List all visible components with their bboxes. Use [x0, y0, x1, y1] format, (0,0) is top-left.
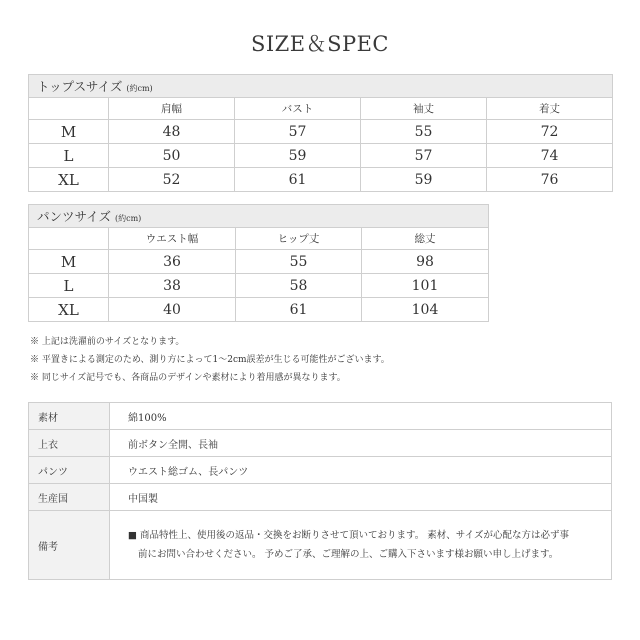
spec-label: 上衣: [29, 430, 110, 457]
table-row: [29, 274, 489, 298]
size-label: XL: [29, 298, 109, 322]
table-cell: 40: [109, 298, 236, 322]
table-cell: 74: [487, 144, 613, 168]
note-line: ※ 上記は洗濯前のサイズとなります。: [30, 337, 185, 347]
column-header: ウエスト幅: [109, 228, 236, 250]
table-cell: 52: [109, 168, 235, 192]
spec-value: ウエスト総ゴム、長パンツ: [110, 457, 612, 484]
table-cell: 48: [109, 120, 235, 144]
table-cell: 38: [109, 274, 236, 298]
table-cell: 59: [235, 144, 361, 168]
column-header: バスト: [235, 98, 361, 120]
spec-row: [29, 484, 612, 511]
table-row: [29, 298, 489, 322]
column-header: 総丈: [362, 228, 489, 250]
table-cell: 50: [109, 144, 235, 168]
column-header: ヒップ丈: [236, 228, 362, 250]
column-header: 袖丈: [361, 98, 487, 120]
pants-header-unit: (約cm): [115, 214, 142, 223]
pants-size-table: [28, 204, 489, 322]
tops-header-unit: (約cm): [126, 84, 153, 93]
table-row: [29, 168, 613, 192]
spec-table: [28, 402, 612, 580]
tops-size-table: [28, 74, 613, 192]
size-label: L: [29, 144, 109, 168]
spec-label: 素材: [29, 403, 110, 430]
tops-header-label: トップスサイズ: [37, 79, 123, 94]
spec-label: 生産国: [29, 484, 110, 511]
table-cell: 104: [362, 298, 489, 322]
size-label: L: [29, 274, 109, 298]
pants-header-label: パンツサイズ: [37, 209, 112, 224]
note-line: ※ 平置きによる測定のため、測り方によって1～2cm誤差が生じる可能性がございます。: [30, 355, 390, 365]
spec-row: [29, 430, 612, 457]
table-cell: 61: [236, 298, 362, 322]
spec-label: 備考: [29, 511, 110, 580]
table-cell: 61: [235, 168, 361, 192]
size-notes: [30, 333, 390, 387]
table-cell: 59: [361, 168, 487, 192]
table-cell: 36: [109, 250, 236, 274]
size-label: M: [29, 250, 109, 274]
spec-value: 前ボタン全開、長袖: [110, 430, 612, 457]
page-title: SIZE＆SPEC: [250, 32, 390, 56]
spec-label: パンツ: [29, 457, 110, 484]
tops-table-header: [29, 75, 613, 98]
table-cell: 55: [236, 250, 362, 274]
size-label: M: [29, 120, 109, 144]
table-row: [29, 120, 613, 144]
table-row: [29, 250, 489, 274]
table-cell: 98: [362, 250, 489, 274]
spec-row: [29, 403, 612, 430]
empty-corner-cell: [29, 98, 109, 120]
table-cell: 57: [235, 120, 361, 144]
spec-value: 中国製: [110, 484, 612, 511]
spec-value: 綿100%: [110, 403, 612, 430]
table-cell: 58: [236, 274, 362, 298]
table-cell: 72: [487, 120, 613, 144]
spec-row: [29, 457, 612, 484]
remarks-line: ■ 商品特性上、使用後の返品・交換をお断りさせて頂いております。 素材、サイズが心配な方は必ず事: [128, 530, 569, 541]
column-header: 着丈: [487, 98, 613, 120]
remarks-value: [110, 511, 612, 580]
pants-table-header: [29, 205, 489, 228]
note-line: ※ 同じサイズ記号でも、各商品のデザインや素材により着用感が異なります。: [30, 373, 346, 383]
table-row: [29, 144, 613, 168]
table-cell: 101: [362, 274, 489, 298]
table-cell: 55: [361, 120, 487, 144]
column-header: 肩幅: [109, 98, 235, 120]
empty-corner-cell: [29, 228, 109, 250]
table-cell: 57: [361, 144, 487, 168]
table-cell: 76: [487, 168, 613, 192]
remarks-line: 前にお問い合わせください。 予めご了承、ご理解の上、ご購入下さいます様お願い申し上げます。: [138, 549, 559, 560]
spec-row-remarks: [29, 511, 612, 580]
size-label: XL: [29, 168, 109, 192]
